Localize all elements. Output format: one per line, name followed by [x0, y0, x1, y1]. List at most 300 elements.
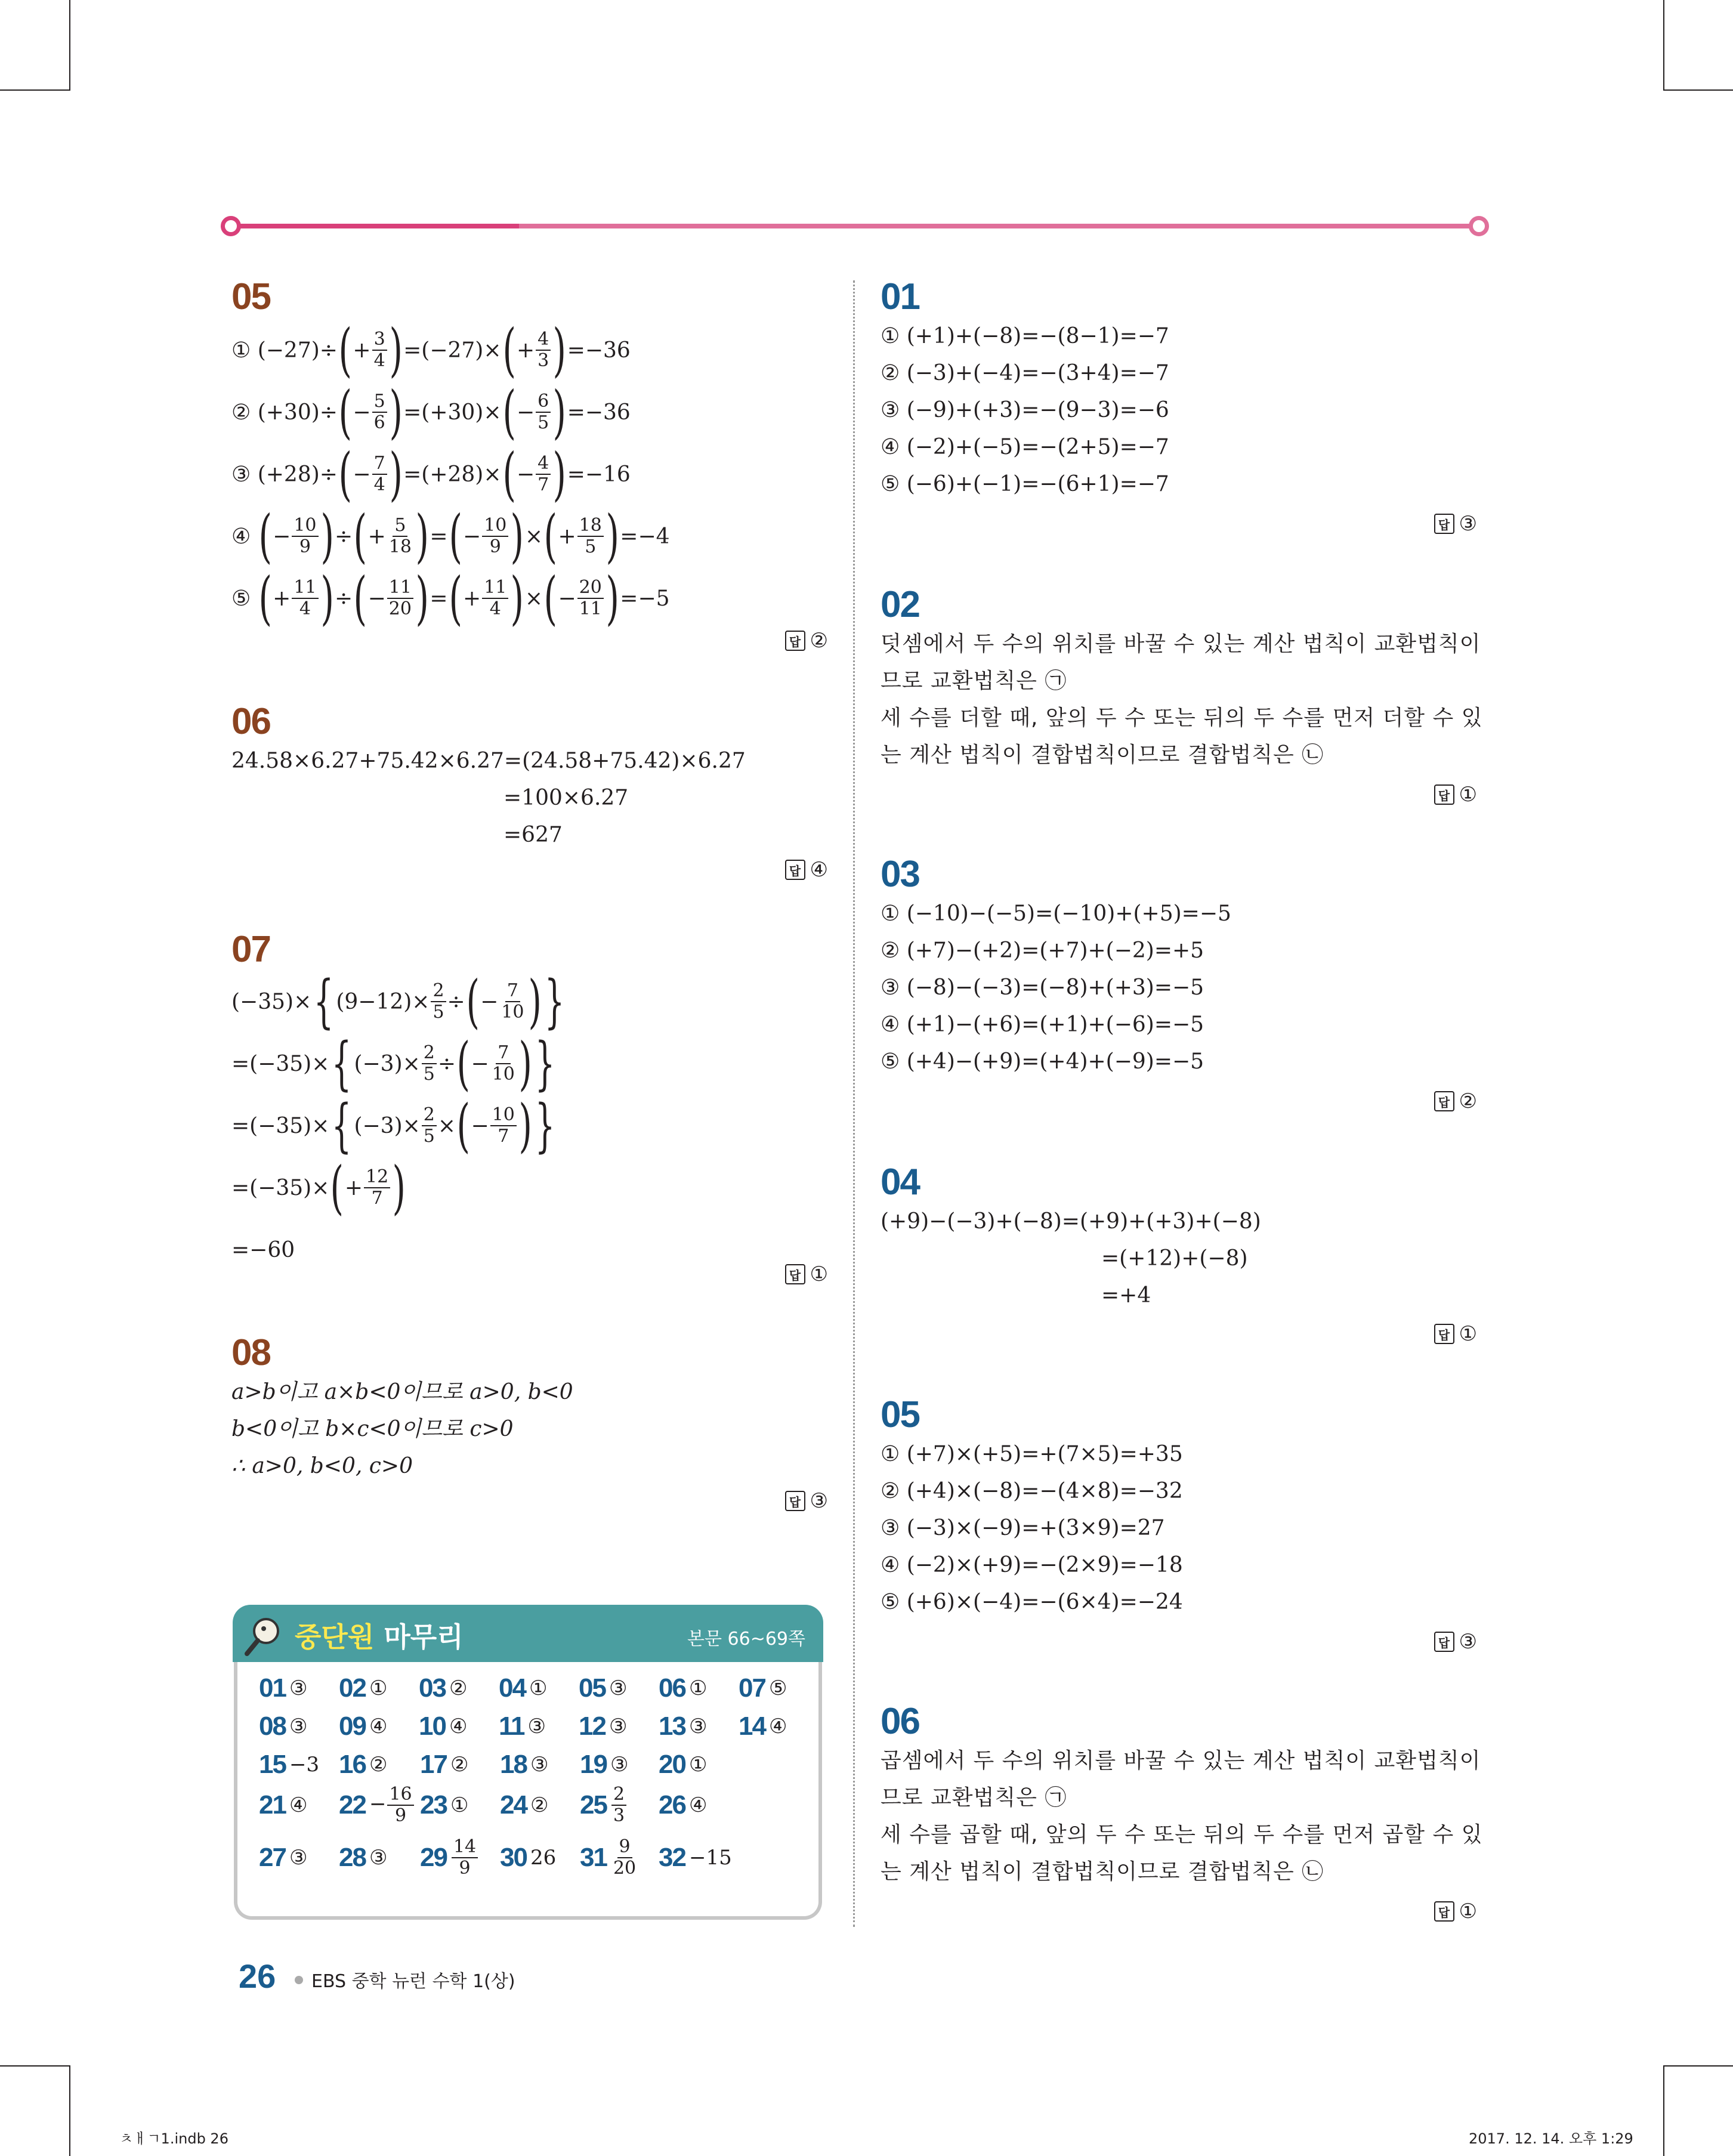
numerator: 7	[496, 1043, 511, 1064]
numerator: 2	[422, 1043, 437, 1064]
crop-mark	[1663, 2065, 1664, 2156]
brace: {	[313, 968, 334, 1035]
math-text: ÷	[447, 989, 465, 1014]
paren: (	[353, 565, 367, 632]
equation-line	[231, 1154, 828, 1221]
question-number: 28	[339, 1843, 366, 1872]
math-text: =(−27)×	[403, 338, 502, 363]
fraction	[387, 577, 413, 619]
numerator: 10	[482, 515, 508, 537]
equation-line	[231, 1092, 828, 1159]
math-text: =(−35)×	[231, 1175, 330, 1200]
answer-cell	[259, 1709, 307, 1744]
paren: (	[466, 968, 480, 1035]
summary-page-ref: 본문 66~69쪽	[687, 1629, 805, 1650]
answer-cell	[579, 1709, 627, 1744]
paren: )	[510, 503, 524, 570]
fraction	[577, 515, 604, 557]
answer-value: ①	[688, 1753, 708, 1777]
question-number: 11	[499, 1712, 524, 1741]
denominator: 5	[423, 1126, 435, 1147]
paren: )	[415, 565, 429, 632]
fraction	[611, 1837, 638, 1879]
numerator: 5	[393, 515, 407, 537]
answer-mark: 답 ②	[785, 629, 828, 653]
denominator: 5	[433, 1002, 444, 1023]
answer-cell	[739, 1670, 787, 1706]
question-number: 27	[259, 1843, 286, 1872]
math-text: +	[558, 524, 576, 549]
paren: )	[320, 565, 334, 632]
numerator: 4	[536, 453, 551, 475]
denominator: 5	[423, 1064, 435, 1085]
denominator: 11	[579, 598, 602, 619]
fraction	[292, 515, 318, 557]
paren: )	[606, 565, 619, 632]
fraction	[452, 1837, 478, 1879]
question-number: 06	[659, 1673, 685, 1703]
denominator: 5	[537, 412, 549, 433]
math-text: −	[516, 400, 535, 425]
question-number: 13	[659, 1712, 685, 1741]
math-text: +	[367, 524, 386, 549]
paren: )	[528, 968, 542, 1035]
item-marker: ③	[231, 462, 258, 487]
equation-line: ⑤ (−6)+(−1)=−(6+1)=−7	[881, 472, 1169, 496]
math-text: +	[516, 338, 535, 363]
answer-value: ②	[530, 1793, 549, 1817]
numerator: 10	[490, 1105, 517, 1126]
equation-line: ⑤ (+6)×(−4)=−(6×4)=−24	[881, 1590, 1183, 1614]
fraction	[387, 515, 413, 557]
answer-cell	[659, 1709, 707, 1744]
fraction	[490, 1105, 517, 1147]
paren: (	[502, 379, 516, 446]
math-text: −	[353, 400, 371, 425]
denominator: 7	[498, 1126, 509, 1147]
answer-value	[450, 1837, 479, 1879]
equation-line	[231, 1030, 828, 1097]
column-divider	[853, 280, 855, 1927]
math-text: (9−12)×	[336, 989, 430, 1014]
fraction	[536, 391, 551, 433]
math-text: (−27)÷	[257, 338, 338, 363]
question-number: 04	[499, 1673, 526, 1703]
brace: {	[332, 1092, 352, 1159]
numerator: 4	[536, 329, 551, 351]
crop-mark	[0, 89, 70, 91]
math-text: −	[516, 462, 535, 487]
denominator: 9	[395, 1805, 407, 1826]
paren: )	[518, 1092, 532, 1159]
answer-mark: 답 ③	[1434, 512, 1477, 536]
denominator: 4	[299, 598, 311, 619]
numerator: 11	[387, 577, 413, 599]
text-line: 므로 교환법칙은 ㉠	[881, 1786, 1067, 1810]
problem-number: 06	[881, 1701, 919, 1742]
equation-line: ⑤ (+4)−(+9)=(+4)+(−9)=−5	[881, 1049, 1204, 1074]
summary-title: 중단원 마무리	[295, 1621, 464, 1653]
answer-cell	[500, 1747, 548, 1783]
paren: )	[510, 565, 524, 632]
equation-line: ③ (−8)−(−3)=(−8)+(+3)=−5	[881, 975, 1204, 1000]
fraction	[431, 981, 446, 1023]
question-number: 05	[579, 1673, 606, 1703]
denominator: 7	[371, 1188, 383, 1209]
equation-line	[231, 503, 828, 570]
crop-mark	[1664, 2065, 1733, 2067]
answer-value: ③	[530, 1753, 549, 1777]
math-text: (−35)×	[231, 989, 312, 1014]
crop-mark	[69, 0, 70, 91]
denominator: 9	[299, 536, 311, 557]
paren: )	[320, 503, 334, 570]
problem-05	[231, 276, 828, 653]
answer-mark: 답 ①	[785, 1262, 828, 1286]
math-text: =−36	[567, 400, 631, 425]
answer-value	[369, 1784, 415, 1826]
solution-lines	[231, 317, 828, 632]
answer-mark: 답 ③	[1434, 1630, 1477, 1654]
question-number: 32	[659, 1843, 685, 1872]
numerator: 12	[364, 1167, 390, 1188]
answer-cell	[419, 1709, 467, 1744]
answer-cell	[419, 1670, 467, 1706]
sign: −	[369, 1792, 387, 1816]
numerator: 7	[372, 453, 387, 475]
answer-cell	[420, 1836, 479, 1879]
answer-mark: 답 ①	[1434, 1322, 1477, 1346]
fraction	[372, 329, 387, 371]
answer-value: ③	[610, 1753, 629, 1777]
answer-cell	[739, 1709, 787, 1744]
math-text: ÷	[437, 1051, 456, 1076]
equation-line: =+4	[1101, 1283, 1151, 1308]
paren: (	[338, 317, 352, 384]
answer-cell	[579, 1670, 627, 1706]
answer-cell	[339, 1784, 415, 1826]
equation-line: =627	[503, 823, 563, 847]
print-slug-file: ㅊㅐㄱ1.indb 26	[119, 2130, 228, 2147]
denominator: 4	[489, 598, 501, 619]
answer-cell	[259, 1787, 307, 1823]
problem-02	[881, 583, 1483, 807]
item-marker: ②	[231, 400, 258, 425]
answer-value: ①	[369, 1676, 388, 1700]
answer-value: ④	[688, 1793, 708, 1817]
problem-number: 07	[231, 929, 270, 970]
denominator: 9	[489, 536, 501, 557]
numerator: 18	[577, 515, 604, 537]
question-number: 12	[579, 1712, 606, 1741]
fraction	[422, 1105, 437, 1147]
item-marker: ④	[231, 524, 258, 549]
numerator: 10	[292, 515, 318, 537]
question-number: 02	[339, 1673, 366, 1703]
equation-line: a>b이고 a×b<0이므로 a>0, b<0	[231, 1380, 573, 1404]
equation-line: (+9)−(−3)+(−8)=(+9)+(+3)+(−8)	[881, 1209, 1261, 1234]
answer-value: ④	[449, 1715, 468, 1738]
math-text: −	[353, 462, 371, 487]
numerator: 2	[431, 981, 446, 1002]
fraction	[490, 1043, 517, 1085]
math-text: −	[367, 586, 386, 611]
problem-06-right	[881, 1700, 1483, 1923]
problem-01	[881, 276, 1477, 536]
answer-cell	[339, 1747, 387, 1783]
answer-value: ④	[289, 1793, 308, 1817]
math-text: ÷	[334, 586, 353, 611]
problem-08	[231, 1332, 828, 1513]
answer-value	[610, 1837, 639, 1879]
equation-line	[231, 441, 828, 508]
answer-value: ③	[289, 1715, 308, 1738]
paren: )	[389, 317, 403, 384]
math-text: −	[471, 1113, 489, 1138]
fraction	[372, 391, 387, 433]
equation-line: ② (+7)−(+2)=(+7)+(−2)=+5	[881, 938, 1204, 963]
answer-value: −3	[289, 1753, 320, 1777]
answer-mark: 답 ②	[1434, 1089, 1477, 1113]
answer-cell	[659, 1787, 707, 1823]
fraction	[422, 1043, 437, 1085]
page-number: 26	[239, 1957, 276, 1995]
item-marker: ①	[231, 338, 258, 363]
paren: )	[552, 317, 567, 384]
answer-mark: 답 ①	[1434, 783, 1477, 807]
denominator: 4	[373, 474, 385, 495]
problem-05-right	[881, 1394, 1477, 1654]
denominator: 10	[492, 1064, 515, 1085]
equation-line: 24.58×6.27+75.42×6.27=(24.58+75.42)×6.27	[231, 749, 746, 773]
math-text: +	[344, 1175, 363, 1200]
answer-mark: 답 ①	[1434, 1899, 1477, 1923]
equation-line: ② (−3)+(−4)=−(3+4)=−7	[881, 361, 1169, 385]
question-number: 20	[659, 1750, 685, 1779]
equation-line: b<0이고 b×c<0이므로 c>0	[231, 1417, 514, 1441]
paren: )	[389, 441, 403, 508]
question-number: 23	[420, 1790, 447, 1820]
question-number: 30	[500, 1843, 527, 1872]
problem-number: 08	[231, 1332, 270, 1373]
answer-value: ③	[608, 1676, 628, 1700]
equation-line: ∴ a>0, b<0, c>0	[231, 1454, 413, 1478]
numerator: 11	[292, 577, 318, 599]
text-line: 는 계산 법칙이 결합법칙이므로 결합법칙은 ㉡	[881, 1860, 1324, 1884]
question-number: 10	[419, 1712, 446, 1741]
problem-number: 06	[231, 701, 270, 742]
problem-04	[881, 1161, 1477, 1346]
denominator: 18	[388, 536, 412, 557]
answer-value: ②	[449, 1676, 468, 1700]
answer-cell	[259, 1840, 307, 1876]
problem-number: 01	[881, 276, 919, 317]
fraction	[482, 515, 508, 557]
equation-line: ① (+7)×(+5)=+(7×5)=+35	[881, 1442, 1183, 1466]
math-text: (+30)÷	[257, 400, 338, 425]
question-number: 18	[500, 1750, 527, 1779]
crop-mark	[0, 2065, 70, 2067]
answer-value: ②	[369, 1753, 388, 1777]
summary-header	[233, 1605, 823, 1662]
crop-mark	[1663, 0, 1664, 91]
problem-number: 02	[881, 584, 919, 625]
answer-mark: 답 ④	[785, 858, 828, 882]
math-text: =−5	[620, 586, 670, 611]
math-text: =	[430, 586, 448, 611]
fraction	[364, 1167, 390, 1209]
answer-value: ②	[450, 1753, 469, 1777]
equation-line	[231, 1219, 828, 1281]
equation-line: ④ (−2)×(+9)=−(2×9)=−18	[881, 1553, 1183, 1577]
numerator: 2	[611, 1784, 626, 1806]
denominator: 3	[537, 350, 549, 371]
question-number: 14	[739, 1712, 765, 1741]
problem-number: 04	[881, 1162, 919, 1203]
text-line: 덧셈에서 두 수의 위치를 바꿀 수 있는 계산 법칙이 교환법칙이	[881, 632, 1481, 656]
answer-value	[610, 1784, 628, 1826]
math-text: ×	[437, 1113, 456, 1138]
math-text: =(−35)×	[231, 1113, 330, 1138]
crop-mark	[1664, 89, 1733, 91]
item-marker: ⑤	[231, 586, 258, 611]
answer-cell	[420, 1747, 468, 1783]
numerator: 6	[536, 391, 551, 413]
math-text: =(+30)×	[403, 400, 502, 425]
math-text: +	[273, 586, 291, 611]
magnifier-icon	[240, 1611, 288, 1658]
brace: }	[535, 1030, 555, 1097]
problem-03	[881, 853, 1477, 1113]
denominator: 20	[388, 598, 412, 619]
bullet-icon	[295, 1976, 303, 1984]
problem-number: 05	[881, 1394, 919, 1435]
paren: )	[552, 441, 567, 508]
problem-06	[231, 700, 828, 882]
math-text: ×	[524, 586, 543, 611]
equation-line	[231, 317, 828, 384]
equation-line: ③ (−3)×(−9)=+(3×9)=27	[881, 1516, 1165, 1540]
question-number: 29	[420, 1843, 447, 1872]
answer-cell	[339, 1670, 387, 1706]
question-number: 21	[259, 1790, 286, 1820]
math-text: =(−35)×	[231, 1051, 330, 1076]
problem-number: 05	[231, 276, 270, 317]
question-number: 07	[739, 1673, 765, 1703]
question-number: 26	[659, 1790, 685, 1820]
numerator: 2	[422, 1105, 437, 1126]
fraction	[536, 453, 551, 495]
text-line: 세 수를 더할 때, 앞의 두 수 또는 뒤의 두 수를 먼저 더할 수 있	[881, 706, 1483, 730]
math-text: −	[471, 1051, 489, 1076]
math-text: =(+28)×	[403, 462, 502, 487]
crop-mark	[69, 2065, 70, 2156]
math-text: =−16	[567, 462, 631, 487]
denominator: 20	[613, 1858, 637, 1879]
equation-line	[231, 565, 828, 632]
paren: (	[258, 503, 272, 570]
equation-line: ④ (−2)+(−5)=−(2+5)=−7	[881, 435, 1169, 459]
answer-cell	[659, 1670, 707, 1706]
answer-cell	[580, 1836, 639, 1879]
answer-value: 26	[530, 1846, 557, 1870]
denominator: 6	[373, 412, 385, 433]
denominator: 9	[459, 1858, 471, 1879]
paren: (	[502, 317, 516, 384]
answer-value: ③	[369, 1846, 388, 1870]
text-line: 세 수를 곱할 때, 앞의 두 수 또는 뒤의 두 수를 먼저 곱할 수 있	[881, 1823, 1483, 1847]
answer-cell	[339, 1709, 387, 1744]
math-text: (+28)÷	[257, 462, 338, 487]
paren: (	[338, 441, 352, 508]
denominator: 7	[537, 474, 549, 495]
denominator: 10	[501, 1002, 524, 1023]
math-text: =−4	[620, 524, 670, 549]
question-number: 24	[500, 1790, 527, 1820]
answer-value: ③	[289, 1846, 308, 1870]
paren: )	[392, 1154, 406, 1221]
math-text: +	[353, 338, 371, 363]
question-number: 09	[339, 1712, 366, 1741]
math-text: =	[430, 524, 448, 549]
brace: }	[535, 1092, 555, 1159]
question-number: 17	[420, 1750, 447, 1779]
paren: (	[338, 379, 352, 446]
answer-cell	[259, 1747, 319, 1783]
numerator: 7	[505, 981, 520, 1002]
answer-cell	[339, 1840, 387, 1876]
math-text: −	[558, 586, 576, 611]
equation-line: =100×6.27	[503, 786, 629, 810]
paren: (	[449, 503, 462, 570]
header-rule	[221, 221, 1489, 231]
print-slug-date: 2017. 12. 14. 오후 1:29	[1469, 2130, 1633, 2147]
question-number: 01	[259, 1673, 286, 1703]
text-line: 는 계산 법칙이 결합법칙이므로 결합법칙은 ㉡	[881, 743, 1324, 767]
book-title: EBS 중학 뉴런 수학 1(상)	[311, 1971, 515, 1992]
paren: )	[606, 503, 619, 570]
answer-cell	[580, 1747, 628, 1783]
question-number: 03	[419, 1673, 446, 1703]
numerator: 5	[372, 391, 387, 413]
paren: )	[518, 1030, 532, 1097]
numerator: 20	[577, 577, 604, 599]
solution-lines	[231, 968, 828, 1281]
question-number: 16	[339, 1750, 366, 1779]
math-text: ÷	[334, 524, 353, 549]
answer-cell	[500, 1840, 556, 1876]
paren: )	[389, 379, 403, 446]
math-text: −	[273, 524, 291, 549]
math-text: −	[463, 524, 481, 549]
answer-cell	[580, 1784, 628, 1826]
paren: (	[353, 503, 367, 570]
equation-line	[231, 968, 828, 1035]
numerator: 16	[387, 1784, 413, 1806]
denominator: 3	[613, 1805, 625, 1826]
numerator: 14	[452, 1837, 478, 1858]
paren: (	[543, 503, 557, 570]
math-text: =−60	[231, 1237, 295, 1262]
answer-value: ①	[688, 1676, 708, 1700]
fraction	[536, 329, 551, 371]
fraction	[292, 577, 318, 619]
problem-number: 03	[881, 854, 919, 895]
fraction	[372, 453, 387, 495]
answer-cell	[659, 1747, 707, 1783]
answer-cell	[500, 1787, 548, 1823]
denominator: 5	[585, 536, 597, 557]
